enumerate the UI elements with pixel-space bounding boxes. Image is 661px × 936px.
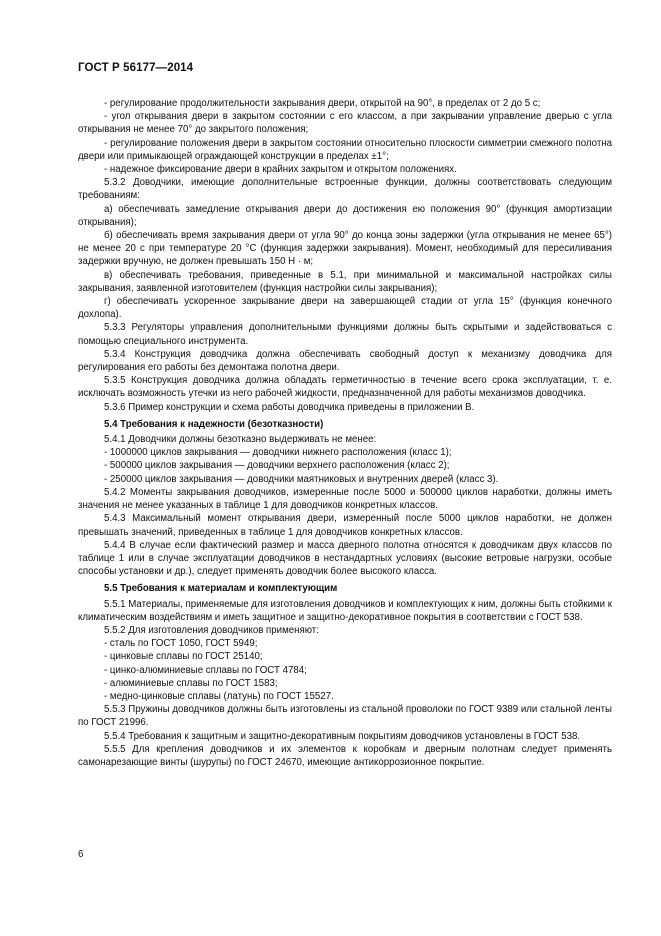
paragraph: - регулирование продолжительности закрывания двери, открытой на 90°, в пределах от 2 до 5 с;	[104, 98, 541, 109]
paragraph: 5.3.6 Пример конструкции и схема работы доводчика приведены в приложении В.	[104, 401, 475, 413]
paragraph: 5.5.3 Пружины доводчиков должны быть изготовлены из стальной проволоки по ГОСТ 9389 или стальной ленты по ГОСТ 21996.	[78, 704, 612, 729]
document-body	[78, 97, 612, 769]
paragraph: 5.4.3 Максимальный момент открывания двери, измеренный после 5000 циклов наработки, не должен превышать значений, приведенных в таблице 1 для доводчиков конкретных классов.	[78, 513, 612, 538]
paragraph: - регулирование положения двери в закрытом состоянии относительно плоскости симметрии смежного полотна двери или примыкающей ограждающей конструкции в пределах ±1°;	[78, 137, 612, 162]
list-item: - 250000 циклов закрывания — доводчики маятниковых и внутренних дверей (класс 3).	[104, 473, 499, 485]
paragraph: - надежное фиксирование двери в крайних закрытом и открытом положениях.	[104, 164, 457, 176]
section-heading: 5.4 Требования к надежности (безотказности)	[104, 418, 324, 430]
paragraph: 5.3.3 Регуляторы управления дополнительными функциями должны быть скрытыми и задействоваться с помощью специального инструмента.	[78, 322, 612, 347]
document-header: ГОСТ Р 56177—2014	[78, 62, 194, 74]
section-heading: 5.5 Требования к материалам и комплектующим	[104, 583, 338, 595]
page-number: 6	[78, 849, 84, 860]
paragraph: в) обеспечивать требования, приведенные в 5.1, при минимальной и максимальной настройках силы закрывания, заявленной изготовителем (функция настройки силы закрывания);	[78, 269, 612, 294]
paragraph: 5.5.2 Для изготовления доводчиков применяют:	[104, 624, 319, 636]
paragraph: г) обеспечивать ускоренное закрывание двери на завершающей стадии от угла 15° (функция конечного дохлопа).	[78, 296, 612, 321]
paragraph: 5.3.5 Конструкция доводчика должна обладать герметичностью в течение всего срока эксплуатации, т. е. исключать возможность утечки из него рабочей жидкости, предназначенной для работы механизмов доводчика.	[78, 375, 612, 400]
paragraph: - угол открывания двери в закрытом состоянии с его классом, а при закрывании управление дверью с угла открывания не менее 70° до закрытого положения;	[78, 111, 612, 136]
list-item: - сталь по ГОСТ 1050, ГОСТ 5949;	[104, 638, 258, 650]
paragraph: б) обеспечивать время закрывания двери от угла 90° до конца зоны задержки (угла открывания не менее 65°) не менее 20 с при температуре 20 °С (функция задержки закрывания). Момент, необходимый для пересиливания задержки вручную, не должен превышать 150 Н · м;	[78, 230, 612, 268]
list-item: - цинко-алюминиевые сплавы по ГОСТ 4784;	[104, 664, 307, 676]
list-item: - алюминиевые сплавы по ГОСТ 1583;	[104, 677, 278, 689]
paragraph: 5.5.5 Для крепления доводчиков и их элементов к коробкам и дверным полотнам следует применять самонарезающие винты (шурупы) по ГОСТ 24670, имеющие антикоррозионное покрытие.	[78, 743, 612, 768]
paragraph: 5.4.1 Доводчики должны безотказно выдерживать не менее:	[104, 434, 377, 446]
paragraph: 5.3.2 Доводчики, имеющие дополнительные встроенные функции, должны соответствовать следующим требованиям:	[78, 177, 612, 202]
paragraph: 5.5.4 Требования к защитным и защитно-декоративным покрытиям доводчиков установлены в ГОСТ 538.	[104, 730, 581, 742]
paragraph: а) обеспечивать замедление открывания двери до достижения ею положения 90° (функция амортизации открывания);	[78, 203, 612, 228]
list-item: - медно-цинковые сплавы (латунь) по ГОСТ 15527.	[104, 690, 334, 702]
paragraph: 5.5.1 Материалы, применяемые для изготовления доводчиков и комплектующих к ним, должны быть стойкими к климатическим воздействиям и иметь защитное и защитно-декоративное покрытия в соответствии с ГОСТ 538.	[78, 598, 612, 623]
list-item: - 500000 циклов закрывания — доводчики верхнего расположения (класс 2);	[104, 460, 450, 472]
list-item: - 1000000 циклов закрывания — доводчики нижнего расположения (класс 1);	[104, 447, 452, 459]
paragraph: 5.4.4 В случае если фактический размер и масса дверного полотна относятся к доводчикам двух классов по таблице 1 или в случае эксплуатации доводчиков в нестандартных условиях (высокие ветровые нагрузки, особые способы установки и др.), следует применять доводчик более высокого класса.	[78, 539, 612, 578]
paragraph: 5.3.4 Конструкция доводчика должна обеспечивать свободный доступ к механизму доводчика для регулирования его работы без демонтажа полотна двери.	[78, 348, 612, 374]
paragraph: 5.4.2 Моменты закрывания доводчиков, измеренные после 5000 и 500000 циклов наработки, должны иметь значения не менее указанных в таблице 1 для доводчиков конкретных классов.	[78, 486, 612, 512]
list-item: - цинковые сплавы по ГОСТ 25140;	[104, 651, 263, 663]
